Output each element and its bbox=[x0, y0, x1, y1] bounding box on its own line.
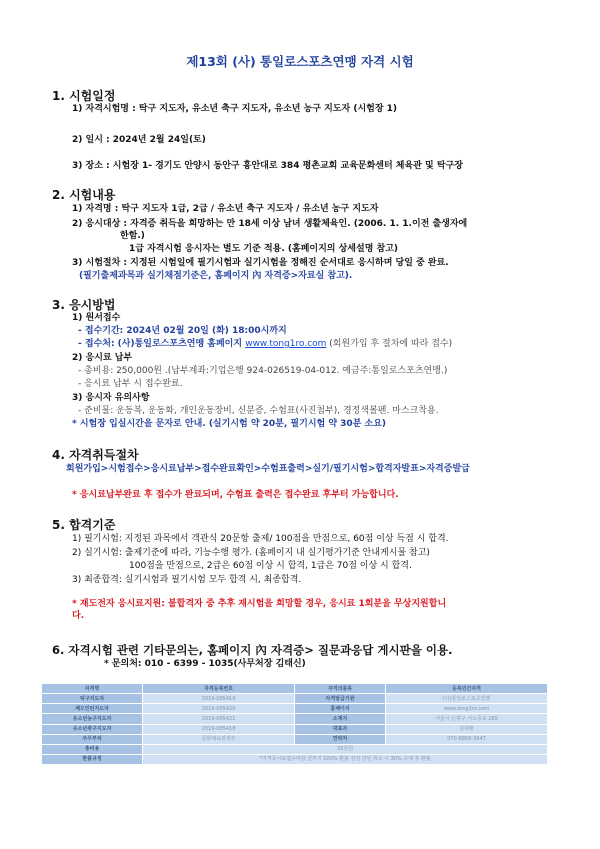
table-cell: 2019-005421 bbox=[143, 714, 295, 724]
final-pass-criteria: 3) 최종합격: 실기시험과 필기시험 모두 합격 시, 최종합격. bbox=[72, 575, 302, 585]
homepage-link[interactable]: www.tong1ro.com bbox=[245, 339, 327, 349]
exam-location-line: 3) 장소 : 시험장 1- 경기도 안양시 동안구 흥안대로 384 평촌교회 교육문화센터 체육관 및 탁구장 bbox=[72, 161, 463, 171]
application-place-line bbox=[78, 339, 452, 350]
table-cell: 070-8858-3947 bbox=[386, 734, 548, 744]
table-cell: 소재지 bbox=[294, 714, 385, 724]
table-cell: 자격명 bbox=[42, 684, 143, 694]
table-cell: 연락처 bbox=[294, 734, 385, 744]
table-cell: 서울시 은평구 서오릉로 265 bbox=[386, 714, 548, 724]
table-cell: (사)통일로스포츠연맹 bbox=[386, 694, 548, 704]
notice-subheading: 3) 응시자 유의사항 bbox=[72, 393, 150, 403]
table-cell: 등록민간자격 bbox=[386, 684, 548, 694]
table-cell: 자격발급기관 bbox=[294, 694, 385, 704]
written-test-criteria: 1) 필기시험: 지정된 과목에서 객관식 20문항 출제/ 100점을 만점으로, 60점 이상 득점 시 합격. bbox=[72, 534, 449, 544]
table-cell: 패드민턴지도자 bbox=[42, 704, 143, 714]
application-subheading: 1) 원서접수 bbox=[72, 313, 121, 323]
section-2-heading: 2. 시험내용 bbox=[52, 188, 116, 202]
exam-date-line: 2) 일시 : 2024년 2월 24일(토) bbox=[72, 135, 206, 145]
table-cell: 탁구지도자 bbox=[42, 694, 143, 704]
table-row bbox=[42, 724, 548, 734]
arrival-time-note: * 시험장 입실시간을 문자로 안내. (실기시험 약 20분, 필기시험 약 30분 소요) bbox=[72, 419, 387, 429]
table-cell: 문화체육관광부 bbox=[143, 734, 295, 744]
fee-note-line: - 응시료 납부 시 접수완료. bbox=[78, 379, 183, 389]
application-place-prefix: - 접수처: (사)통일로스포츠연맹 홈페이지 bbox=[78, 339, 246, 349]
table-cell: 2019-005420 bbox=[143, 704, 295, 714]
procedure-reference-line: (필기출제과목과 실기채점기준은, 홈페이지 內 자격증>자료실 참고). bbox=[79, 271, 353, 281]
table-row bbox=[42, 744, 548, 754]
table-cell: 2019-005419 bbox=[143, 694, 295, 704]
table-cell: 주무부처 bbox=[42, 734, 143, 744]
table-row bbox=[42, 734, 548, 744]
section-3-heading: 3. 응시방법 bbox=[52, 298, 116, 312]
retry-support-note: * 재도전자 응시료지원: 불합격자 중 추후 재시험을 희망할 경우, 응시료 1회분을 무상지원합니 bbox=[72, 599, 447, 609]
acquisition-flow-line: 회원가입>시험접수>응시료납부>접수완료확인>수험표출력>실기/필기시험>합격자발표>자격증발급 bbox=[66, 464, 470, 474]
table-cell: www.tong1ro.com bbox=[386, 704, 548, 714]
table-cell: 홈페이지 bbox=[294, 704, 385, 714]
fee-subheading: 2) 응시료 납부 bbox=[72, 353, 133, 363]
table-row bbox=[42, 684, 548, 694]
table-row bbox=[42, 754, 548, 764]
eligibility-line: 2) 응시대상 : 자격증 취득을 희망하는 만 18세 이상 남녀 생활체육인. (2006. 1. 1.이전 출생자에 bbox=[72, 219, 468, 229]
contact-line: * 문의처: 010 - 6399 - 1035(사무처장 김태신) bbox=[104, 659, 306, 669]
table-row bbox=[42, 694, 548, 704]
table-cell: 총비용 bbox=[42, 744, 143, 754]
application-period-line: - 접수기간: 2024년 02월 20일 (화) 18:00시까지 bbox=[78, 326, 287, 336]
table-cell: 유소년농구지도자 bbox=[42, 714, 143, 724]
table-row bbox=[42, 704, 548, 714]
table-row bbox=[42, 714, 548, 724]
table-cell: 자격의종류 bbox=[294, 684, 385, 694]
document-title: 제13회 (사) 통일로스포츠연맹 자격 시험 bbox=[186, 54, 414, 69]
section-4-heading: 4. 자격취득절차 bbox=[52, 448, 139, 462]
grade1-note-line: 1급 자격시험 응시자는 별도 기준 적용. (홈페이지의 상세설명 참고) bbox=[129, 244, 399, 254]
table-cell: 25만원 bbox=[143, 744, 548, 754]
section-5-heading: 5. 합격기준 bbox=[52, 518, 116, 532]
qualification-line: 1) 자격명 : 탁구 지도자 1급, 2급 / 유소년 축구 지도자 / 유소년 농구 지도자 bbox=[72, 204, 379, 214]
exam-name-line: 1) 자격시험명 : 탁구 지도자, 유소년 축구 지도자, 유소년 농구 지도자 (시험장 1) bbox=[72, 104, 398, 114]
table-cell: 김덕환 bbox=[386, 724, 548, 734]
procedure-line: 3) 시험절차 : 지정된 시험일에 필기시험과 실기시험을 정해진 순서대로 응시하며 당일 중 완료. bbox=[72, 258, 449, 268]
practical-test-criteria-cont: 100점을 만점으로, 2급은 60점 이상 시 합격, 1급은 70점 이상 시 합격. bbox=[129, 561, 412, 571]
table-cell: 자격등록번호 bbox=[143, 684, 295, 694]
application-place-suffix: (회원가입 후 절차에 따라 접수) bbox=[326, 339, 453, 349]
table-cell: 유소년축구지도자 bbox=[42, 724, 143, 734]
section-6-heading: 6. 자격시험 관련 기타문의는, 홈페이지 內 자격증> 질문과응답 게시판을 이용. bbox=[52, 643, 453, 657]
practical-test-criteria: 2) 실기시험: 출제기준에 따라, 기능수행 평가. (홈페이지 내 실기평가기준 안내게시물 참고) bbox=[72, 548, 430, 558]
fee-total-line: - 총비용: 250,000원 .(납부계좌:기업은행 924-026519-04-012. 예금주:통일로스포츠연맹.) bbox=[78, 366, 448, 376]
qualification-info-table bbox=[41, 683, 548, 765]
retry-support-note-cont: 다. bbox=[72, 611, 85, 621]
eligibility-line-cont: 한함.) bbox=[120, 231, 145, 241]
preparation-line: - 준비물: 운동복, 운동화, 개인운동장비, 신분증, 수험표(사진첨부), 경정색볼펜. 마스크착용. bbox=[78, 406, 439, 416]
acquisition-note: * 응시료납부완료 후 접수가 완료되며, 수험표 출력은 접수완료 후부터 가능합니다. bbox=[72, 490, 399, 500]
table-cell: 2019-005418 bbox=[143, 724, 295, 734]
table-cell: *자격증시료접수마감 전까지 100% 환불 검정 당일 취소 시 30% 공제 후 환불 bbox=[143, 754, 548, 764]
table-cell: 대표자 bbox=[294, 724, 385, 734]
table-cell: 환불규정 bbox=[42, 754, 143, 764]
section-1-heading: 1. 시험일정 bbox=[52, 89, 116, 103]
